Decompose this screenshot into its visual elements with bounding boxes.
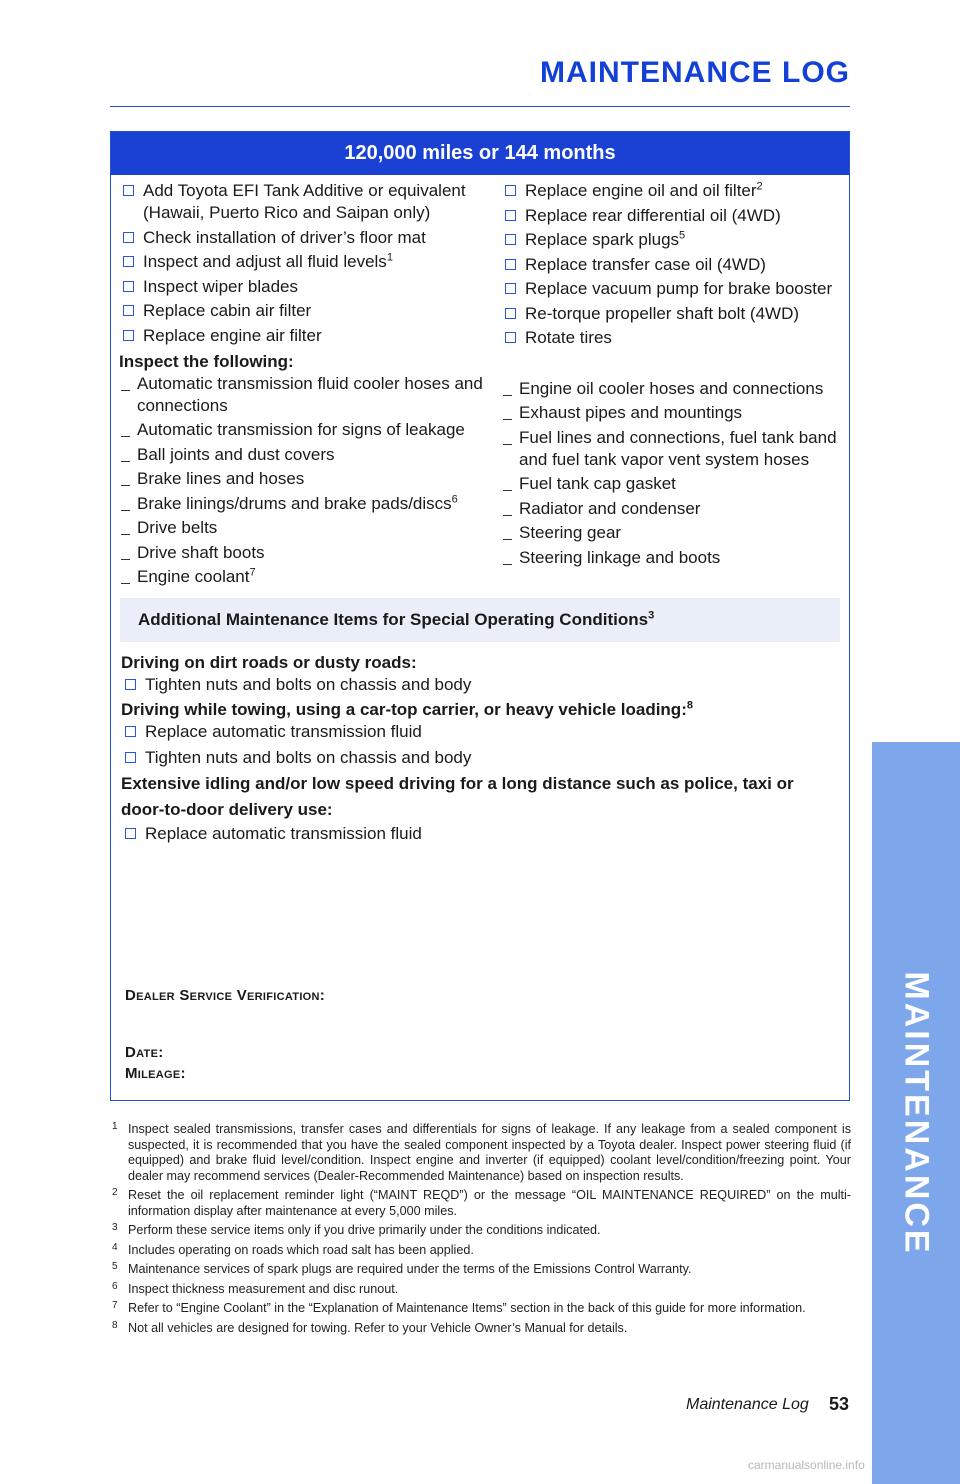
checkbox-icon[interactable] [505,234,516,245]
checklist-item[interactable]: Tighten nuts and bolts on chassis and body [121,747,841,769]
checkbox-icon[interactable] [123,305,134,316]
checklist-item[interactable]: Replace cabin air filter [119,300,489,322]
checklist-item[interactable]: Replace automatic transmission fluid [121,721,841,743]
checkbox-icon[interactable] [125,726,136,737]
inspect-item: Drive belts [119,517,489,539]
checkbox-icon[interactable] [125,679,136,690]
checkbox-icon[interactable] [125,828,136,839]
checkbox-icon[interactable] [505,283,516,294]
inspect-item: Radiator and condenser [501,498,846,520]
inspect-item: Fuel lines and connections, fuel tank band and fuel tank vapor vent system hoses [501,427,846,471]
checklist-item[interactable]: Replace spark plugs$^5$ [501,229,846,251]
checklist-item[interactable]: Replace engine air filter [119,325,489,347]
footnote-ref: 8 [686,698,693,711]
dash-icon [121,485,130,486]
dash-icon [121,559,130,560]
dealer-verification-label: Dealer Service Verification: [125,987,326,1004]
checkbox-icon[interactable] [505,210,516,221]
checklist-item[interactable]: Tighten nuts and bolts on chassis and body [121,674,841,696]
title-divider [110,106,850,107]
checklist-item[interactable]: Replace automatic transmission fluid [121,823,841,845]
footnote: 1 Inspect sealed transmissions, transfer cases and differentials for signs of leakage. If any leakage from a sealed component is suspected, it is recommended that you have the sealed component inspected by a Toyota dealer. Inspect power steering fluid (if equipped) and brake fluid level/condition. Inspect engine and inverter (if equipped) coolant level/condition/freezing point. Your dealer may recommend services (Dealer-Recommended Maintenance) based on inspection results. [112,1121,851,1183]
checkbox-icon[interactable] [505,308,516,319]
footer-section-title: Maintenance Log [686,1396,809,1413]
checkbox-icon[interactable] [123,185,134,196]
checklist-item[interactable]: Replace rear differential oil (4WD) [501,205,846,227]
footnotes [110,1122,851,1340]
checklist-item[interactable]: Rotate tires [501,327,846,349]
date-label: Date: [125,1044,164,1061]
mileage-label: Mileage: [125,1065,186,1082]
inspect-item: Drive shaft boots [119,542,489,564]
inspect-item: Exhaust pipes and mountings [501,402,846,424]
dash-icon [121,390,130,391]
dash-icon [121,534,130,535]
checklist-item[interactable]: Inspect wiper blades [119,276,489,298]
footnote-ref: 3 [648,609,655,622]
additional-maintenance-heading: Additional Maintenance Items for Special Operating Conditions$^3$ [120,598,840,642]
footnote: 8 Not all vehicles are designed for towing. Refer to your Vehicle Owner’s Manual for details. [112,1319,628,1335]
checkbox-icon[interactable] [505,332,516,343]
idling-heading: Extensive idling and/or low speed driving for a long distance such as police, taxi or door-to-door delivery use: [121,774,794,819]
inspect-item: Steering gear [501,522,846,544]
watermark: carmanualsonline.info [748,1458,865,1472]
inspect-item: Automatic transmission for signs of leakage [119,419,489,441]
interval-header: 120,000 miles or 144 months [111,132,849,175]
checkbox-icon[interactable] [505,185,516,196]
footnote: 6 Inspect thickness measurement and disc runout. [112,1280,399,1296]
dash-icon [121,510,130,511]
footnote-ref: 6 [451,492,458,505]
footnote: 4 Includes operating on roads which road salt has been applied. [112,1241,474,1257]
checklist-item[interactable]: Replace vacuum pump for brake booster [501,278,846,300]
inspect-item: Automatic transmission fluid cooler hoses and connections [119,373,489,417]
page-title: MAINTENANCE LOG [540,56,850,89]
dash-icon [503,539,512,540]
checkbox-icon[interactable] [123,232,134,243]
side-tab-label: MAINTENANCE [897,970,936,1256]
inspect-item: Engine coolant$^7$ [119,566,489,588]
special-conditions [121,650,841,848]
dash-icon [503,419,512,420]
inspect-item: Fuel tank cap gasket [501,473,846,495]
dash-icon [121,583,130,584]
inspect-item: Engine oil cooler hoses and connections [501,378,846,400]
checklist-item[interactable]: Add Toyota EFI Tank Additive or equivalent (Hawaii, Puerto Rico and Saipan only) [119,180,489,224]
spacer [501,352,846,378]
left-column [119,180,489,591]
footnote: 5 Maintenance services of spark plugs are required under the terms of the Emissions Control Warranty. [112,1261,692,1276]
towing-heading: Driving while towing, using a car-top carrier, or heavy vehicle loading:$^8$ [121,698,693,719]
footnote: 7 Refer to “Engine Coolant” in the “Explanation of Maintenance Items” section in the back of this guide for more information. [112,1300,806,1315]
dash-icon [503,515,512,516]
dash-icon [503,395,512,396]
inspect-heading: Inspect the following: [119,351,294,371]
checkbox-icon[interactable] [125,752,136,763]
checklist-item[interactable]: Replace transfer case oil (4WD) [501,254,846,276]
dash-icon [503,490,512,491]
footnote-ref: 2 [756,180,763,193]
checkbox-icon[interactable] [123,256,134,267]
checklist-item[interactable]: Inspect and adjust all fluid levels$^1$ [119,251,489,273]
footnote-ref: 1 [386,251,393,264]
maintenance-interval-box [110,131,850,1101]
checkbox-icon[interactable] [123,330,134,341]
checkbox-icon[interactable] [123,281,134,292]
checklist-item[interactable]: Replace engine oil and oil filter$^2$ [501,180,846,202]
dash-icon [503,444,512,445]
right-column [501,180,846,571]
inspect-item: Brake lines and hoses [119,468,489,490]
footnote: 3 Perform these service items only if you drive primarily under the conditions indicated. [112,1222,601,1237]
dash-icon [503,564,512,565]
footnote-ref: 5 [679,229,686,242]
footnote-ref: 7 [249,566,256,579]
checklist-item[interactable]: Check installation of driver’s floor mat [119,227,489,249]
inspect-item: Steering linkage and boots [501,547,846,569]
side-tab-label-wrap [872,742,960,1484]
inspect-item: Ball joints and dust covers [119,444,489,466]
checklist-item[interactable]: Re-torque propeller shaft bolt (4WD) [501,303,846,325]
page-number: 53 [829,1394,850,1414]
dash-icon [121,436,130,437]
footnote: 2 Reset the oil replacement reminder light (“MAINT REQD”) or the message “OIL MAINTENANCE REQUIRED” on the multi-information display after maintenance at every 5,000 miles. [112,1187,851,1218]
inspect-item: Brake linings/drums and brake pads/discs$^6$ [119,493,489,515]
dirt-roads-heading: Driving on dirt roads or dusty roads: [121,653,417,672]
dash-icon [121,461,130,462]
checkbox-icon[interactable] [505,259,516,270]
